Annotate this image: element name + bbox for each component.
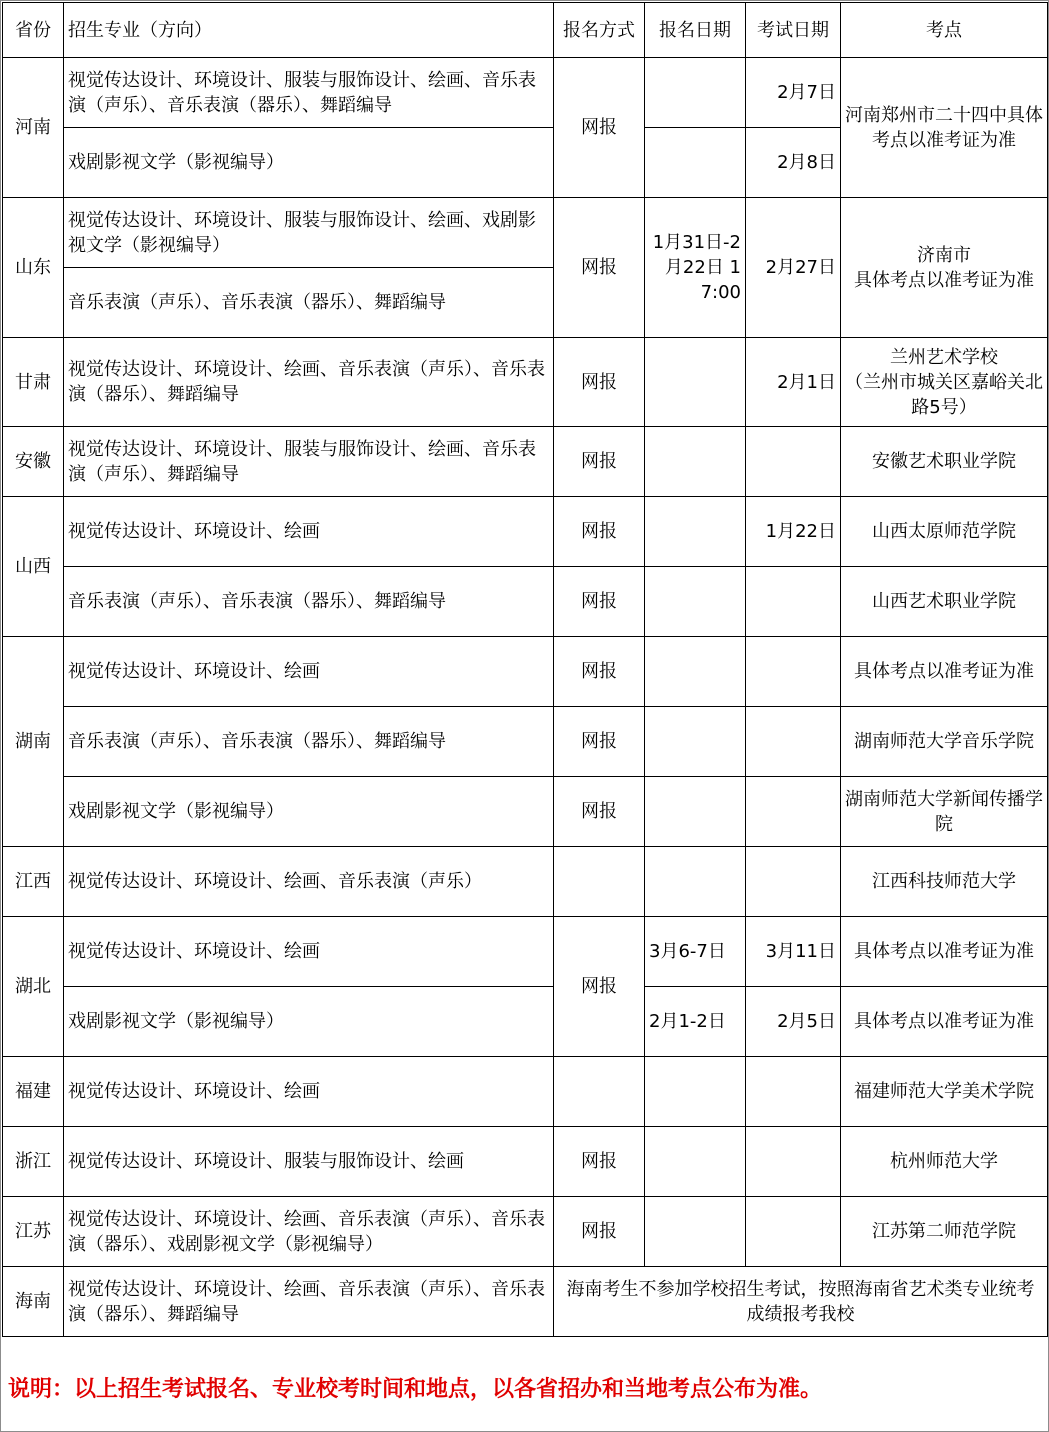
province-cell: 山东 [3,198,64,338]
method-cell [554,1057,645,1127]
reg-date-cell [645,567,746,637]
location-cell: 杭州师范大学 [841,1127,1048,1197]
reg-date-cell [645,58,746,128]
header-reg-date: 报名日期 [645,3,746,58]
location-cell: 江西科技师范大学 [841,847,1048,917]
table-row [3,1197,1048,1267]
header-location: 考点 [841,3,1048,58]
reg-date-cell [645,637,746,707]
exam-date-cell: 3月11日 [746,917,841,987]
major-cell: 视觉传达设计、环境设计、绘画、音乐表演（声乐）、音乐表演（器乐）、舞蹈编导 [64,1267,554,1337]
location-cell: 济南市 具体考点以准考证为准 [841,198,1048,338]
location-cell: 安徽艺术职业学院 [841,427,1048,497]
method-cell: 网报 [554,567,645,637]
major-cell: 戏剧影视文学（影视编导） [64,128,554,198]
table-row [3,198,1048,268]
exam-date-cell [746,1057,841,1127]
method-cell: 网报 [554,637,645,707]
table-row [3,1267,1048,1337]
table-row [3,497,1048,567]
province-cell: 江苏 [3,1197,64,1267]
location-cell: 福建师范大学美术学院 [841,1057,1048,1127]
reg-date-cell: 1月31日-2月22日 17:00 [645,198,746,338]
reg-date-cell [645,1127,746,1197]
exam-date-cell: 2月27日 [746,198,841,338]
method-cell: 网报 [554,707,645,777]
major-cell: 视觉传达设计、环境设计、绘画、音乐表演（声乐）、音乐表演（器乐）、舞蹈编导 [64,338,554,427]
province-cell: 河南 [3,58,64,198]
exam-date-cell [746,707,841,777]
location-cell: 河南郑州市二十四中具体考点以准考证为准 [841,58,1048,198]
location-cell: 具体考点以准考证为准 [841,987,1048,1057]
major-cell: 音乐表演（声乐）、音乐表演（器乐）、舞蹈编导 [64,707,554,777]
province-cell: 湖北 [3,917,64,1057]
reg-date-cell [645,707,746,777]
exam-date-cell: 2月1日 [746,338,841,427]
reg-date-cell [645,1057,746,1127]
exam-date-cell [746,1127,841,1197]
reg-date-cell: 2月1-2日 [645,987,746,1057]
province-cell: 湖南 [3,637,64,847]
method-cell: 网报 [554,198,645,338]
province-cell: 浙江 [3,1127,64,1197]
exam-date-cell [746,847,841,917]
location-cell: 具体考点以准考证为准 [841,637,1048,707]
major-cell: 视觉传达设计、环境设计、服装与服饰设计、绘画、戏剧影视文学（影视编导） [64,198,554,268]
hainan-note-cell: 海南考生不参加学校招生考试，按照海南省艺术类专业统考成绩报考我校 [554,1267,1048,1337]
table-row [3,987,1048,1057]
major-cell: 视觉传达设计、环境设计、服装与服饰设计、绘画、音乐表演（声乐）、音乐表演（器乐）、舞蹈编导 [64,58,554,128]
location-cell: 湖南师范大学新闻传播学院 [841,777,1048,847]
table-row [3,567,1048,637]
method-cell: 网报 [554,427,645,497]
method-cell: 网报 [554,777,645,847]
location-cell: 兰州艺术学校 （兰州市城关区嘉峪关北路5号） [841,338,1048,427]
method-cell: 网报 [554,338,645,427]
province-cell: 福建 [3,1057,64,1127]
province-cell: 甘肃 [3,338,64,427]
table-row [3,777,1048,847]
exam-date-cell [746,637,841,707]
major-cell: 视觉传达设计、环境设计、绘画、音乐表演（声乐）、音乐表演（器乐）、戏剧影视文学（影视编导） [64,1197,554,1267]
major-cell: 视觉传达设计、环境设计、绘画 [64,497,554,567]
reg-date-cell [645,128,746,198]
method-cell: 网报 [554,917,645,1057]
major-cell: 视觉传达设计、环境设计、绘画 [64,1057,554,1127]
location-cell: 山西太原师范学院 [841,497,1048,567]
method-cell: 网报 [554,1127,645,1197]
method-cell: 网报 [554,58,645,198]
table-row [3,338,1048,427]
province-cell: 山西 [3,497,64,637]
footnote: 说明：以上招生考试报名、专业校考时间和地点，以各省招办和当地考点公布为准。 [8,1377,823,1402]
location-cell: 江苏第二师范学院 [841,1197,1048,1267]
reg-date-cell [645,427,746,497]
method-cell: 网报 [554,497,645,567]
admission-schedule-table [2,2,1048,1337]
reg-date-cell: 3月6-7日 [645,917,746,987]
reg-date-cell [645,1197,746,1267]
exam-date-cell [746,1197,841,1267]
table-row [3,58,1048,128]
exam-date-cell [746,567,841,637]
header-province: 省份 [3,3,64,58]
table-row [3,1057,1048,1127]
exam-date-cell: 2月5日 [746,987,841,1057]
major-cell: 视觉传达设计、环境设计、服装与服饰设计、绘画 [64,1127,554,1197]
major-cell: 音乐表演（声乐）、音乐表演（器乐）、舞蹈编导 [64,567,554,637]
exam-date-cell: 2月7日 [746,58,841,128]
location-cell: 湖南师范大学音乐学院 [841,707,1048,777]
major-cell: 视觉传达设计、环境设计、绘画 [64,637,554,707]
table-row [3,637,1048,707]
exam-date-cell [746,777,841,847]
method-cell [554,847,645,917]
major-cell: 视觉传达设计、环境设计、绘画 [64,917,554,987]
header-major: 招生专业（方向） [64,3,554,58]
major-cell: 音乐表演（声乐）、音乐表演（器乐）、舞蹈编导 [64,268,554,338]
exam-date-cell [746,427,841,497]
province-cell: 江西 [3,847,64,917]
reg-date-cell [645,777,746,847]
major-cell: 戏剧影视文学（影视编导） [64,987,554,1057]
province-cell: 海南 [3,1267,64,1337]
table-row [3,707,1048,777]
major-cell: 视觉传达设计、环境设计、绘画、音乐表演（声乐） [64,847,554,917]
exam-date-cell: 1月22日 [746,497,841,567]
reg-date-cell [645,338,746,427]
table-row [3,917,1048,987]
exam-date-cell: 2月8日 [746,128,841,198]
major-cell: 视觉传达设计、环境设计、服装与服饰设计、绘画、音乐表演（声乐）、舞蹈编导 [64,427,554,497]
location-cell: 山西艺术职业学院 [841,567,1048,637]
method-cell: 网报 [554,1197,645,1267]
table-row [3,1127,1048,1197]
major-cell: 戏剧影视文学（影视编导） [64,777,554,847]
header-row [3,3,1048,58]
reg-date-cell [645,497,746,567]
table-row [3,847,1048,917]
header-exam-date: 考试日期 [746,3,841,58]
reg-date-cell [645,847,746,917]
province-cell: 安徽 [3,427,64,497]
location-cell: 具体考点以准考证为准 [841,917,1048,987]
header-method: 报名方式 [554,3,645,58]
table-row [3,427,1048,497]
